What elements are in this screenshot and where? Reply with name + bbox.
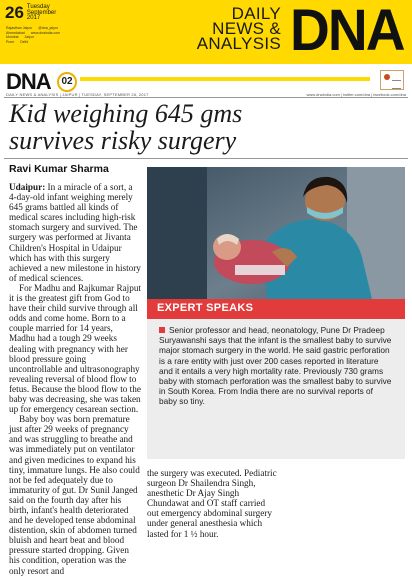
edition-date (5, 5, 83, 22)
expert-heading: EXPERT SPEAKS (157, 302, 254, 314)
date-day: 26 (5, 3, 24, 22)
masthead-tagline (191, 6, 281, 51)
edition-contacts (6, 26, 126, 44)
byline: Ravi Kumar Sharma (9, 163, 109, 175)
tagline-line: DAILY (231, 4, 281, 23)
article-column-1 (9, 182, 141, 576)
headline-line: Kid weighing 645 gms (9, 99, 243, 128)
article-paragraph: the surgery was executed. Pediatric surgeon Dr Shailendra Singh, anesthetic Dr Ajay Singh Chundawat and OT staff carried out emergency abdominal surgery under general anesthesia which lasted for 1 ½ hour. (147, 468, 277, 539)
contact-text: Jaipur (24, 35, 34, 40)
masthead (0, 0, 412, 64)
expert-heading-bar (147, 299, 405, 319)
article-paragraph: For Madhu and Rajkumar Rajput it is the greatest gift from God to have their child survive through all odds and come home. Born to a couple married for 14 years, Madhu had a tough 29 weeks dealing with pregnancy with her blood pressure going uncontrollable and ultrasonography revealing reversal of blood flow to fetus. Because the blood flow to the baby was decreasing, she was taken up for emergency cesarean section. (9, 282, 141, 415)
page-strip (0, 68, 412, 96)
article-paragraph: Baby boy was born premature just after 29 weeks of pregnancy and was struggling to breathe and was immediately put on ventilator and given medicines to expand his tiny, immature lungs. He also could not be fed adequately due to immaturity of gut. Dr Sunil Janged said on the fourth day after his birth, infant's health deteriorated and he developed tense abdominal distention, skin of abdomen turned bluish and heart beat and blood pressure started dropping. Given his condition, operation was the only resort and (9, 414, 140, 576)
nurse-holding-baby-image (147, 167, 405, 299)
article-column-2 (147, 468, 279, 539)
page-meta: DAILY NEWS & ANALYSIS | JAIPUR | TUESDAY, SEPTEMBER 26, 2017 (6, 92, 149, 97)
date-month: September (26, 9, 57, 16)
article-paragraph (9, 182, 141, 283)
contact-text: Rajasthan Jaipur (6, 26, 33, 30)
expert-panel (147, 319, 405, 459)
contact-text: www.dnaindia.com (30, 30, 61, 35)
date-year: 2017 (26, 15, 41, 21)
contact-text: Ahmedabad (6, 30, 25, 35)
expert-text (159, 325, 393, 407)
expert-quote: Senior professor and head, neonatology, Pune Dr Pradeep Suryawanshi says that the infant is the smallest baby to survive major stomach surgery in the world. He said gastric perforation is a rare entity with just over 200 cases reported in literature and it entails a very high mortality rate. Previously 730 grams baby with stomach perforation was the smallest baby to survive in South Korea. From India there are no survival reports of baby so tiny. (159, 325, 392, 407)
tagline-line: NEWS & (212, 19, 281, 38)
contact-text: Delhi (20, 39, 29, 44)
strip-emblem-icon (380, 70, 404, 90)
contact-text: Mumbai (6, 35, 19, 40)
dna-logo: DNA (290, 0, 404, 63)
date-weekday: Tuesday (26, 4, 50, 10)
page-number: 02 (57, 72, 77, 92)
strip-logo: DNA (6, 69, 51, 94)
divider (4, 158, 408, 159)
strip-divider (80, 77, 370, 81)
tagline-line: ANALYSIS (196, 34, 281, 53)
headline-line: survives risky surgery (9, 126, 237, 155)
square-bullet-icon (159, 327, 165, 333)
dateline: Udaipur: (9, 182, 46, 192)
article-photo (147, 167, 405, 299)
paragraph-text: In a miracle of a sort, a 4-day-old infant weighing merely 645 grams battled all kinds of medical scares including high-risk stomach surgery and survived. The surgery was performed at Jivanta Children's Hospital in Udaipur which has with this surgery achieved a new milestone in history of medical sciences. (9, 182, 141, 283)
contact-text: Pune (6, 39, 15, 44)
page-web: www.dnaindia.com | twitter.com/dna | facebook.com/dna (306, 92, 406, 97)
divider (4, 97, 408, 98)
headline (9, 100, 309, 154)
contact-text: @dna_jaipur (38, 26, 59, 30)
